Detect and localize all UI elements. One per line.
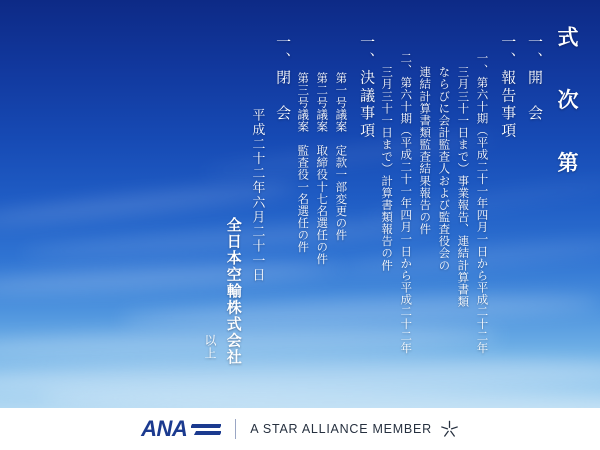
meeting-date: 平成二十二年六月二十一日 [249,108,265,283]
company-name: 全日本空輸株式会社 [224,217,243,366]
report-item-line: 連結計算書類監査結果報告の件 [418,66,433,236]
ana-wordmark: ANA [141,416,188,441]
star-alliance-label: A STAR ALLIANCE MEMBER [250,422,432,436]
footer-bar [0,408,600,450]
star-alliance-icon [440,420,459,439]
report-item-line: 三月三十一日まで）計算書類報告の件 [380,66,395,272]
agenda-heading-closing: 一、閉 会 [274,34,293,123]
resolution-item-line: 第二号議案 取締役十七名選任の件 [315,72,330,266]
report-item-line: 二、第六十期（平成二十一年四月一日から平成二十二年 [399,52,414,354]
resolution-item-line: 第三号議案 監査役一名選任の件 [296,72,311,254]
resolution-item-line: 第一号議案 定款一部変更の件 [334,72,349,242]
agenda-heading-reports: 一、報告事項 [499,34,518,141]
page-title: 式 次 第 [555,26,579,182]
star-alliance-badge [250,420,459,439]
report-item-line: ならびに会計監査人および監査役会の [437,66,452,272]
footer-divider [235,419,236,439]
closing-mark: 以上 [203,334,217,360]
ana-stripes-icon [191,422,221,437]
agenda-heading-opening: 一、開 会 [525,34,544,123]
report-item-line: 一、第六十期（平成二十一年四月一日から平成二十二年 [475,52,490,354]
ana-logo [141,416,221,442]
report-item-line: 三月三十一日まで）事業報告、連結計算書類 [456,66,471,308]
agenda-heading-resolutions: 一、決議事項 [358,34,377,141]
